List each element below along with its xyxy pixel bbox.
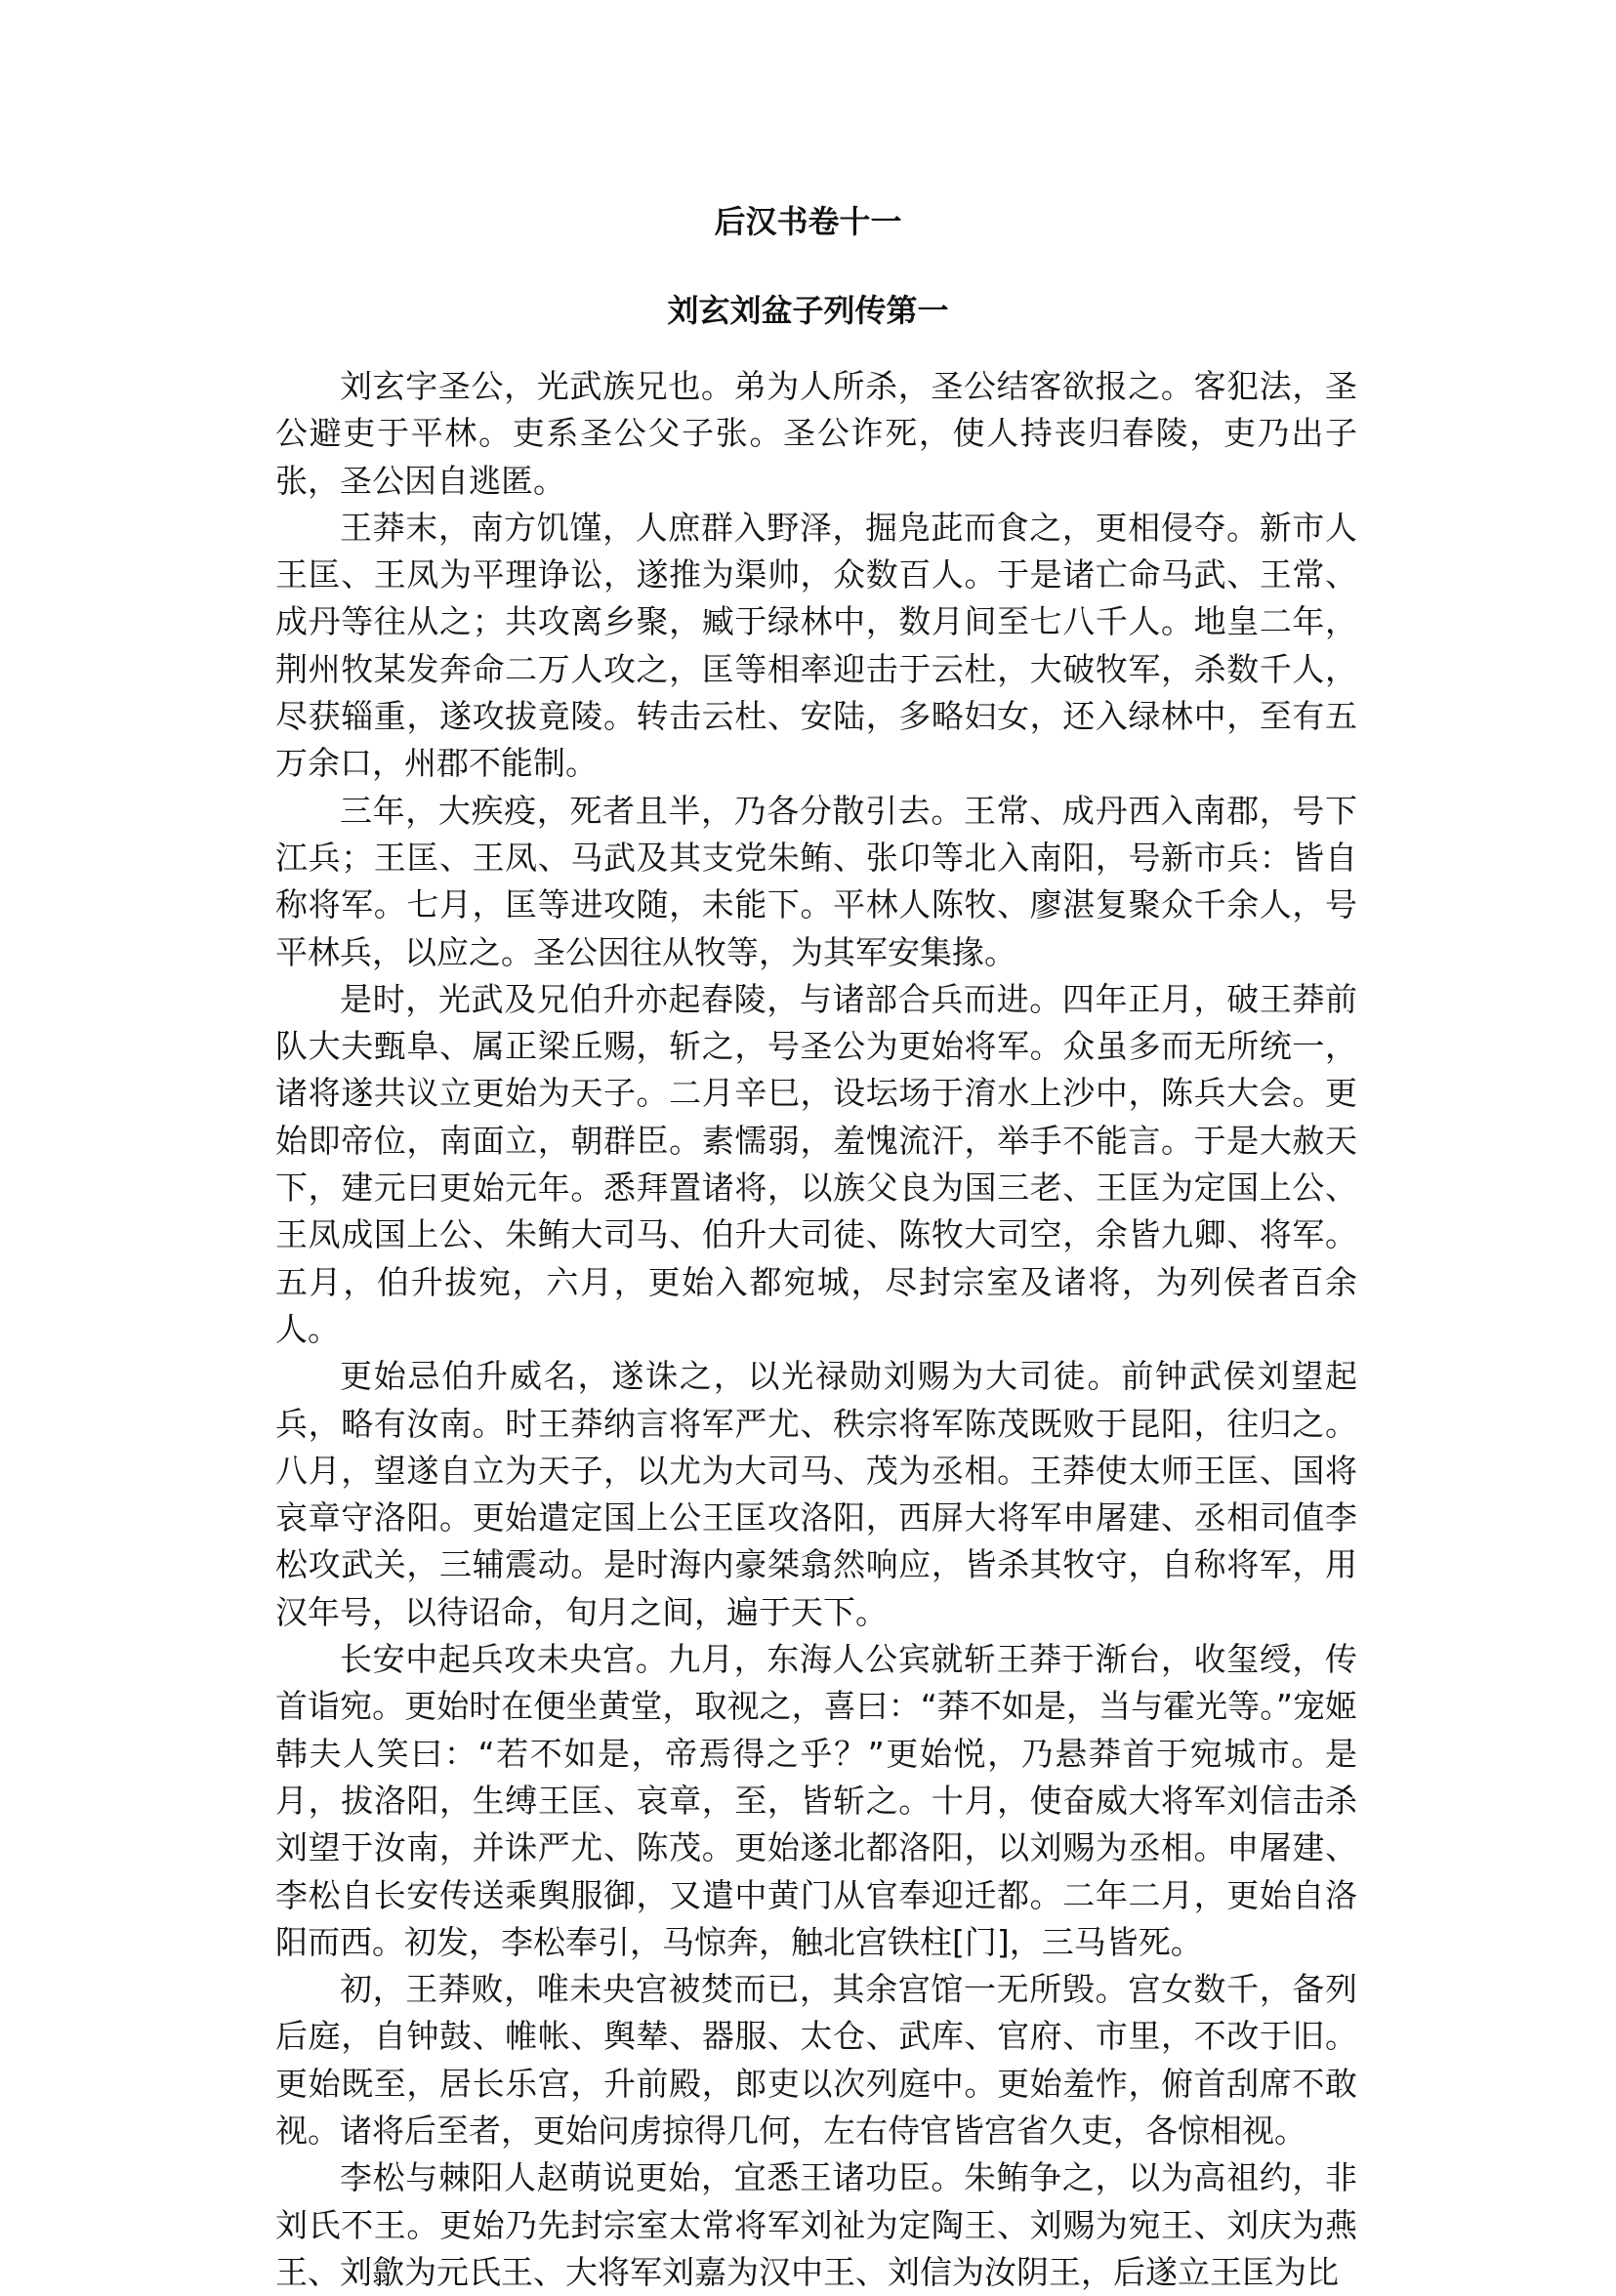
paragraph: 初，王莽败，唯未央宫被焚而已，其余宫馆一无所毁。宫女数千，备列后庭，自钟鼓、帷帐、舆辇、器服、太仓、武库、官府、市里，不改于旧。更始既至，居长乐宫，升前殿，郎吏以次列庭中。更始羞怍，俯首刮席不敢视。诸将后至者，更始问虏掠得几何，左右侍官皆宫省久吏，各惊相视。	[275, 1970, 1357, 2150]
paragraph: 三年，大疾疫，死者且半，乃各分散引去。王常、成丹西入南郡，号下江兵；王匡、王凤、马武及其支党朱鲔、张卬等北入南阳，号新市兵：皆自称将军。七月，匡等进攻随，未能下。平林人陈牧、廖湛复聚众千余人，号平林兵，以应之。圣公因往从牧等，为其军安集掾。	[275, 791, 1357, 971]
paragraph: 王莽末，南方饥馑，人庶群入野泽，掘凫茈而食之，更相侵夺。新市人王匡、王凤为平理诤讼，遂推为渠帅，众数百人。于是诸亡命马武、王常、成丹等往从之；共攻离乡聚，臧于绿林中，数月间至七八千人。地皇二年，荆州牧某发奔命二万人攻之，匡等相率迎击于云杜，大破牧军，杀数千人，尽获辎重，遂攻拔竟陵。转击云杜、安陆，多略妇女，还入绿林中，至有五万余口，州郡不能制。	[275, 508, 1357, 783]
body-text	[275, 363, 1357, 2296]
paragraph: 长安中起兵攻未央宫。九月，东海人公宾就斩王莽于渐台，收玺绶，传首诣宛。更始时在便坐黄堂，取视之，喜曰：“莽不如是，当与霍光等。”宠姬韩夫人笑曰：“若不如是，帝焉得之乎？”更始悦，乃悬莽首于宛城市。是月，拔洛阳，生缚王匡、哀章，至，皆斩之。十月，使奋威大将军刘信击杀刘望于汝南，并诛严尤、陈茂。更始遂北都洛阳，以刘赐为丞相。申屠建、李松自长安传送乘舆服御，又遣中黄门从官奉迎迁都。二年二月，更始自洛阳而西。初发，李松奉引，马惊奔，触北宫铁柱[门]，三马皆死。	[275, 1640, 1357, 1961]
paragraph: 更始忌伯升威名，遂诛之，以光禄勋刘赐为大司徒。前钟武侯刘望起兵，略有汝南。时王莽纳言将军严尤、秩宗将军陈茂既败于昆阳，往归之。八月，望遂自立为天子，以尤为大司马、茂为丞相。王莽使太师王匡、国将哀章守洛阳。更始遣定国上公王匡攻洛阳，西屏大将军申屠建、丞相司值李松攻武关，三辅震动。是时海内豪桀翕然响应，皆杀其牧守，自称将军，用汉年号，以待诏命，旬月之间，遍于天下。	[275, 1357, 1357, 1631]
paragraph: 李松与棘阳人赵萌说更始，宜悉王诸功臣。朱鲔争之，以为高祖约，非刘氏不王。更始乃先封宗室太常将军刘祉为定陶王、刘赐为宛王、刘庆为燕王、刘歙为元氏王、大将军刘嘉为汉中王、刘信为汝阴王，后遂立王匡为比	[275, 2158, 1357, 2291]
paragraph: 刘玄字圣公，光武族兄也。弟为人所杀，圣公结客欲报之。客犯法，圣公避吏于平林。吏系圣公父子张。圣公诈死，使人持丧归春陵，吏乃出子张，圣公因自逃匿。	[275, 367, 1357, 500]
paragraph: 是时，光武及兄伯升亦起舂陵，与诸部合兵而进。四年正月，破王莽前队大夫甄阜、属正梁丘赐，斩之，号圣公为更始将军。众虽多而无所统一，诸将遂共议立更始为天子。二月辛巳，设坛场于淯水上沙中，陈兵大会。更始即帝位，南面立，朝群臣。素懦弱，羞愧流汗，举手不能言。于是大赦天下，建元曰更始元年。悉拜置诸将，以族父良为国三老、王匡为定国上公、王凤成国上公、朱鲔大司马、伯升大司徒、陈牧大司空，余皆九卿、将军。五月，伯升拔宛，六月，更始入都宛城，尽封宗室及诸将，为列侯者百余人。	[275, 979, 1357, 1348]
chapter-title: 刘玄刘盆子列传第一	[667, 292, 949, 329]
book-title: 后汉书卷十一	[714, 203, 902, 240]
